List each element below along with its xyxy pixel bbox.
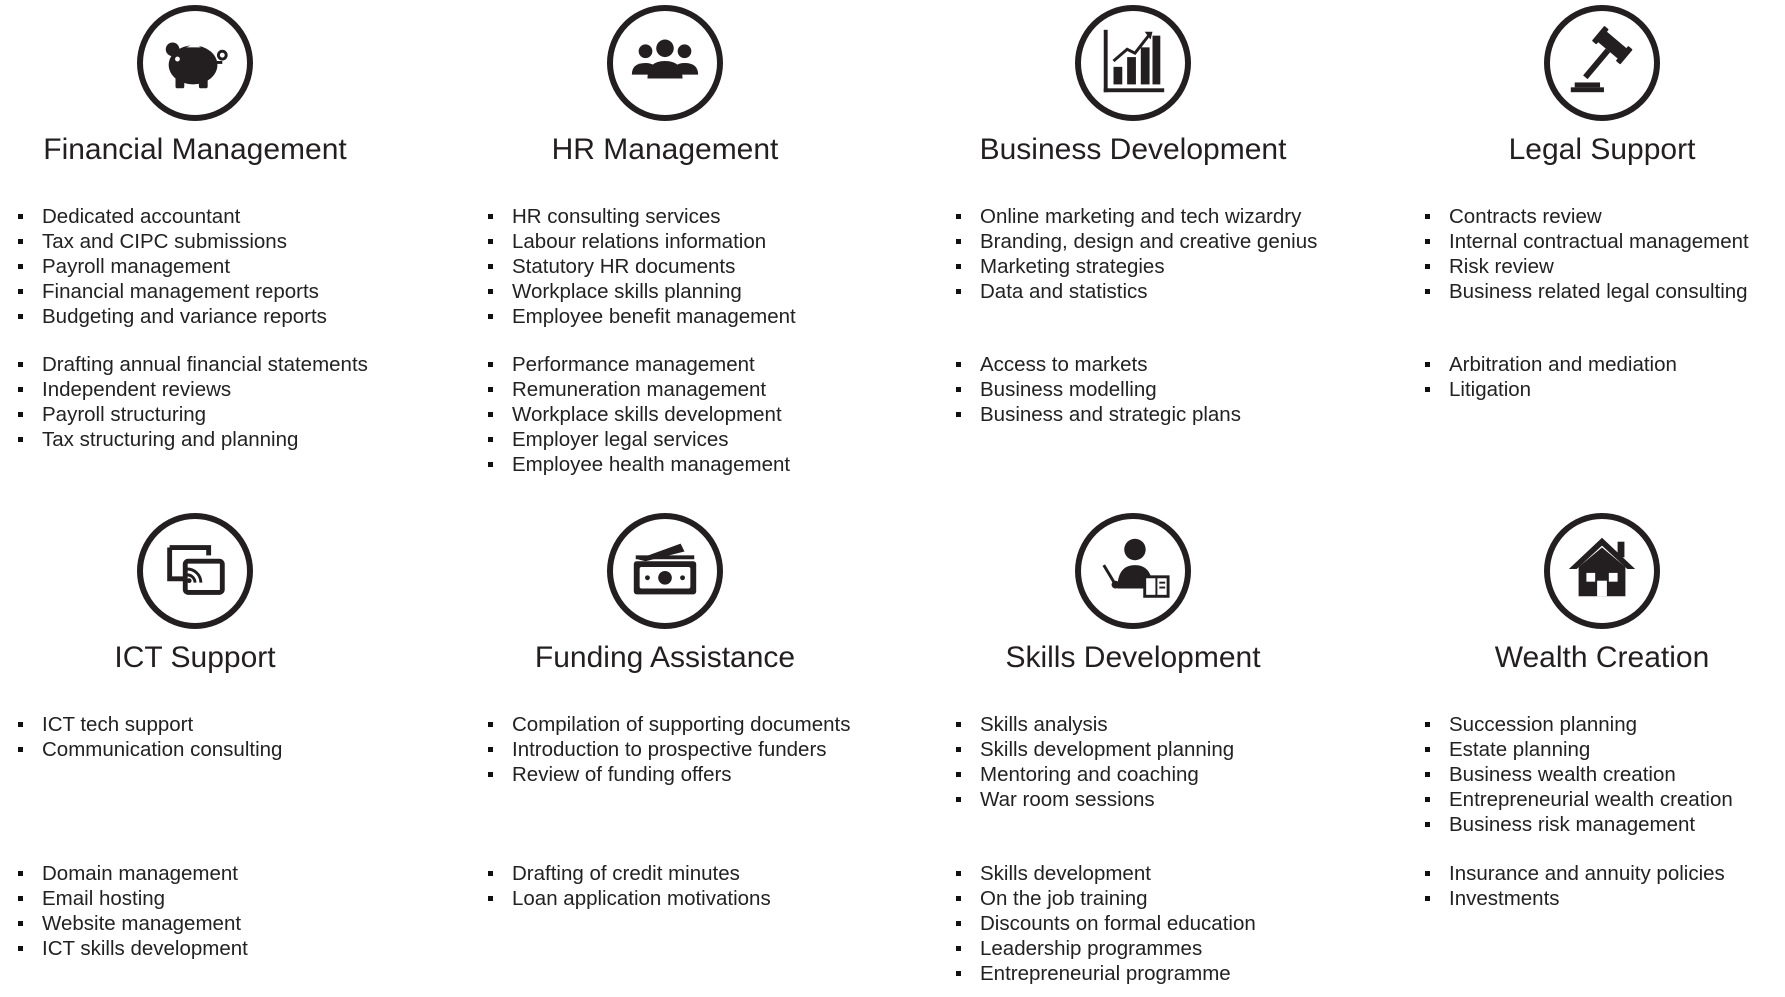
list-item: Marketing strategies — [954, 254, 1364, 279]
list-item: Payroll structuring — [16, 402, 426, 427]
service-list-2 — [16, 352, 426, 452]
list-item: Online marketing and tech wizardry — [954, 204, 1364, 229]
service-list-2 — [954, 352, 1364, 427]
service-icon-circle — [607, 5, 723, 121]
service-list-2 — [486, 861, 896, 911]
growth-chart-icon — [1094, 22, 1172, 105]
wireless-screens-icon — [156, 530, 234, 613]
service-title: Financial Management — [43, 133, 347, 166]
service-icon-circle — [137, 513, 253, 629]
list-item: Leadership programmes — [954, 936, 1364, 961]
service-title: ICT Support — [114, 641, 276, 674]
service-list-2 — [16, 861, 426, 961]
list-item: Workplace skills planning — [486, 279, 896, 304]
list-item: Loan application motivations — [486, 886, 896, 911]
service-icon-circle — [607, 513, 723, 629]
list-item: Communication consulting — [16, 737, 426, 762]
teacher-icon — [1094, 530, 1172, 613]
list-item: Discounts on formal education — [954, 911, 1364, 936]
list-item: Risk review — [1423, 254, 1785, 279]
list-item: Business wealth creation — [1423, 762, 1785, 787]
list-item: Drafting annual financial statements — [16, 352, 426, 377]
gavel-icon — [1563, 22, 1641, 105]
service-list-1 — [1423, 712, 1785, 837]
list-item: Arbitration and mediation — [1423, 352, 1785, 377]
list-item: Contracts review — [1423, 204, 1785, 229]
list-item: Investments — [1423, 886, 1785, 911]
list-item: Payroll management — [16, 254, 426, 279]
service-icon-circle — [137, 5, 253, 121]
list-item: ICT tech support — [16, 712, 426, 737]
list-item: Skills development — [954, 861, 1364, 886]
service-icon-circle — [1544, 513, 1660, 629]
list-item: Employee benefit management — [486, 304, 896, 329]
list-item: Introduction to prospective funders — [486, 737, 896, 762]
list-item: Labour relations information — [486, 229, 896, 254]
list-item: Tax and CIPC submissions — [16, 229, 426, 254]
service-title: Legal Support — [1508, 133, 1696, 166]
list-item: Website management — [16, 911, 426, 936]
service-list-1 — [16, 204, 426, 329]
list-item: Succession planning — [1423, 712, 1785, 737]
list-item: Workplace skills development — [486, 402, 896, 427]
list-item: ICT skills development — [16, 936, 426, 961]
service-list-1 — [486, 204, 896, 329]
list-item: Employer legal services — [486, 427, 896, 452]
list-item: Employee health management — [486, 452, 896, 477]
list-item: On the job training — [954, 886, 1364, 911]
list-item: Litigation — [1423, 377, 1785, 402]
service-list-2 — [486, 352, 896, 477]
list-item: Independent reviews — [16, 377, 426, 402]
list-item: Business risk management — [1423, 812, 1785, 837]
service-list-1 — [954, 712, 1364, 812]
service-list-1 — [16, 712, 426, 762]
list-item: Drafting of credit minutes — [486, 861, 896, 886]
service-list-1 — [954, 204, 1364, 304]
list-item: Estate planning — [1423, 737, 1785, 762]
list-item: HR consulting services — [486, 204, 896, 229]
list-item: Skills analysis — [954, 712, 1364, 737]
list-item: Access to markets — [954, 352, 1364, 377]
list-item: Statutory HR documents — [486, 254, 896, 279]
service-list-2 — [954, 861, 1364, 986]
list-item: Entrepreneurial programme — [954, 961, 1364, 986]
list-item: Internal contractual management — [1423, 229, 1785, 254]
list-item: Budgeting and variance reports — [16, 304, 426, 329]
cash-bills-icon — [626, 530, 704, 613]
service-list-2 — [1423, 861, 1785, 911]
list-item: Mentoring and coaching — [954, 762, 1364, 787]
list-item: Domain management — [16, 861, 426, 886]
piggy-bank-icon — [156, 22, 234, 105]
list-item: Data and statistics — [954, 279, 1364, 304]
service-title: HR Management — [551, 133, 779, 166]
list-item: Branding, design and creative genius — [954, 229, 1364, 254]
service-title: Funding Assistance — [534, 641, 796, 674]
list-item: Tax structuring and planning — [16, 427, 426, 452]
list-item: War room sessions — [954, 787, 1364, 812]
list-item: Compilation of supporting documents — [486, 712, 896, 737]
list-item: Email hosting — [16, 886, 426, 911]
house-icon — [1563, 530, 1641, 613]
list-item: Insurance and annuity policies — [1423, 861, 1785, 886]
list-item: Review of funding offers — [486, 762, 896, 787]
list-item: Remuneration management — [486, 377, 896, 402]
service-icon-circle — [1075, 513, 1191, 629]
list-item: Skills development planning — [954, 737, 1364, 762]
service-icon-circle — [1075, 5, 1191, 121]
service-icon-circle — [1544, 5, 1660, 121]
list-item: Business and strategic plans — [954, 402, 1364, 427]
service-title: Wealth Creation — [1494, 641, 1710, 674]
service-list-1 — [1423, 204, 1785, 304]
list-item: Business modelling — [954, 377, 1364, 402]
people-group-icon — [626, 22, 704, 105]
list-item: Financial management reports — [16, 279, 426, 304]
service-title: Skills Development — [1005, 641, 1261, 674]
service-title: Business Development — [979, 133, 1287, 166]
list-item: Dedicated accountant — [16, 204, 426, 229]
service-list-1 — [486, 712, 896, 787]
list-item: Entrepreneurial wealth creation — [1423, 787, 1785, 812]
list-item: Business related legal consulting — [1423, 279, 1785, 304]
service-list-2 — [1423, 352, 1785, 402]
list-item: Performance management — [486, 352, 896, 377]
